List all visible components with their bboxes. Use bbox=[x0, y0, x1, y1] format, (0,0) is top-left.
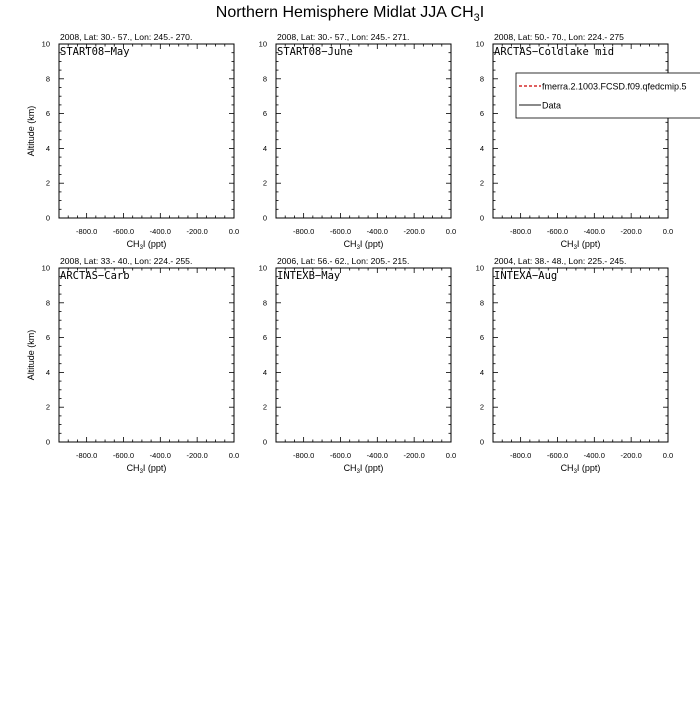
x-axis-label-subscript: 3 bbox=[573, 245, 577, 251]
x-tick-label: -800.0 bbox=[292, 451, 315, 460]
x-axis-label-part: I (ppt) bbox=[359, 239, 384, 249]
y-tick-label: 10 bbox=[258, 263, 267, 273]
chart-panel bbox=[259, 32, 457, 251]
y-tick-label: 8 bbox=[262, 74, 267, 84]
panel-label: START08−May bbox=[60, 46, 130, 58]
x-axis-label bbox=[344, 463, 384, 475]
y-axis-label: Altitude (km) bbox=[26, 329, 36, 381]
x-tick-label: -600.0 bbox=[329, 227, 352, 236]
panel-header: 2006, Lat: 56.- 62., Lon: 205.- 215. bbox=[277, 256, 410, 266]
y-tick-label: 6 bbox=[262, 109, 267, 119]
y-tick-label: 8 bbox=[45, 74, 50, 84]
y-tick-label: 6 bbox=[479, 109, 484, 119]
legend-box bbox=[516, 73, 700, 118]
x-tick-label: -200.0 bbox=[186, 451, 208, 460]
y-tick-label: 2 bbox=[262, 178, 267, 188]
y-tick-label: 0 bbox=[262, 437, 267, 447]
x-axis-label bbox=[561, 239, 601, 251]
x-tick-label: -200.0 bbox=[186, 227, 208, 236]
x-axis-label-part: CH bbox=[126, 239, 140, 249]
chart-panel bbox=[476, 256, 674, 475]
x-tick-label: -800.0 bbox=[292, 227, 315, 236]
chart-panel bbox=[26, 256, 239, 475]
x-axis-label-part: I (ppt) bbox=[576, 463, 601, 473]
x-tick-label: -400.0 bbox=[149, 227, 171, 236]
panel-header: 2004, Lat: 38.- 48., Lon: 225.- 245. bbox=[494, 256, 627, 266]
x-tick-label: 0.0 bbox=[445, 451, 457, 460]
x-axis-label bbox=[561, 463, 601, 475]
panel-header: 2008, Lat: 50.- 70., Lon: 224.- 275 bbox=[494, 32, 624, 42]
chart-panel bbox=[26, 32, 239, 251]
legend-entry-label: fmerra.2.1003.FCSD.f09.qfedcmip.5 bbox=[542, 81, 687, 92]
plot-frame bbox=[59, 268, 234, 442]
x-axis-label-part: CH bbox=[560, 463, 574, 473]
y-tick-label: 2 bbox=[479, 402, 484, 412]
x-tick-label: -400.0 bbox=[366, 451, 388, 460]
y-tick-label: 8 bbox=[45, 298, 50, 308]
y-tick-label: 4 bbox=[479, 367, 484, 377]
x-tick-label: -200.0 bbox=[620, 451, 642, 460]
panel-label: START08−June bbox=[277, 46, 353, 58]
x-tick-label: 0.0 bbox=[228, 451, 240, 460]
y-tick-label: 6 bbox=[45, 333, 50, 343]
y-tick-label: 4 bbox=[262, 367, 267, 377]
y-tick-label: 0 bbox=[479, 213, 484, 223]
y-tick-label: 10 bbox=[41, 39, 50, 49]
x-axis-label-part: I (ppt) bbox=[576, 239, 601, 249]
figure-title bbox=[0, 4, 700, 24]
x-axis-label-subscript: 3 bbox=[356, 245, 360, 251]
x-tick-label: -400.0 bbox=[583, 451, 605, 460]
panel-label: INTEXA−Aug bbox=[494, 270, 558, 282]
x-tick-label: -600.0 bbox=[112, 227, 135, 236]
x-tick-label: -200.0 bbox=[403, 451, 425, 460]
y-tick-label: 0 bbox=[45, 437, 50, 447]
y-axis-label: Altitude (km) bbox=[26, 105, 36, 157]
panel-label: ARCTAS−Coldlake mid bbox=[494, 46, 615, 58]
x-tick-label: -800.0 bbox=[75, 227, 98, 236]
y-tick-label: 0 bbox=[45, 213, 50, 223]
y-tick-label: 2 bbox=[479, 178, 484, 188]
y-tick-label: 10 bbox=[41, 263, 50, 273]
y-tick-label: 2 bbox=[45, 178, 50, 188]
y-tick-label: 6 bbox=[45, 109, 50, 119]
x-tick-label: -200.0 bbox=[403, 227, 425, 236]
y-tick-label: 2 bbox=[45, 402, 50, 412]
y-tick-label: 4 bbox=[479, 143, 484, 153]
x-axis-label-part: I (ppt) bbox=[142, 463, 167, 473]
x-axis-label-part: CH bbox=[126, 463, 140, 473]
x-axis-label-part: CH bbox=[343, 239, 357, 249]
y-tick-label: 2 bbox=[262, 402, 267, 412]
y-tick-label: 8 bbox=[262, 298, 267, 308]
legend-entry-label: Data bbox=[542, 100, 562, 111]
figure-title-main: Northern Hemisphere Midlat JJA CH bbox=[215, 4, 474, 21]
x-tick-label: -400.0 bbox=[366, 227, 388, 236]
figure-title-subscript: 3 bbox=[473, 12, 480, 25]
x-tick-label: -800.0 bbox=[75, 451, 98, 460]
x-axis-label-subscript: 3 bbox=[356, 469, 360, 475]
x-axis-label-part: I (ppt) bbox=[359, 463, 384, 473]
y-tick-label: 10 bbox=[258, 39, 267, 49]
x-tick-label: 0.0 bbox=[445, 227, 457, 236]
y-tick-label: 0 bbox=[262, 213, 267, 223]
plot-frame bbox=[493, 44, 668, 218]
x-tick-label: 0.0 bbox=[662, 451, 674, 460]
y-tick-label: 8 bbox=[479, 74, 484, 84]
x-tick-label: -600.0 bbox=[546, 451, 569, 460]
x-axis-label-subscript: 3 bbox=[573, 469, 577, 475]
y-tick-label: 10 bbox=[475, 263, 484, 273]
plot-frame bbox=[276, 268, 451, 442]
y-tick-label: 4 bbox=[45, 143, 50, 153]
x-tick-label: -600.0 bbox=[112, 451, 135, 460]
plot-frame bbox=[493, 268, 668, 442]
y-tick-label: 10 bbox=[475, 39, 484, 49]
panel-header: 2008, Lat: 30.- 57., Lon: 245.- 270. bbox=[60, 32, 193, 42]
x-axis-label-part: I (ppt) bbox=[142, 239, 167, 249]
x-tick-label: -400.0 bbox=[583, 227, 605, 236]
panel-label: INTEXB−May bbox=[277, 270, 341, 282]
x-tick-label: 0.0 bbox=[228, 227, 240, 236]
x-tick-label: 0.0 bbox=[662, 227, 674, 236]
panel-header: 2008, Lat: 33.- 40., Lon: 224.- 255. bbox=[60, 256, 193, 266]
x-axis-label bbox=[127, 239, 167, 251]
figure-title-tail: I bbox=[479, 4, 485, 21]
x-tick-label: -600.0 bbox=[546, 227, 569, 236]
y-tick-label: 4 bbox=[45, 367, 50, 377]
x-axis-label-subscript: 3 bbox=[139, 469, 143, 475]
y-tick-label: 6 bbox=[262, 333, 267, 343]
x-axis-label bbox=[127, 463, 167, 475]
legend bbox=[516, 73, 700, 118]
x-tick-label: -200.0 bbox=[620, 227, 642, 236]
x-tick-label: -800.0 bbox=[509, 451, 532, 460]
x-axis-label-subscript: 3 bbox=[139, 245, 143, 251]
chart-panel bbox=[476, 32, 700, 251]
y-tick-label: 0 bbox=[479, 437, 484, 447]
chart-panel bbox=[259, 256, 457, 475]
x-axis-label-part: CH bbox=[560, 239, 574, 249]
x-axis-label-part: CH bbox=[343, 463, 357, 473]
y-tick-label: 6 bbox=[479, 333, 484, 343]
x-tick-label: -400.0 bbox=[149, 451, 171, 460]
plot-frame bbox=[276, 44, 451, 218]
y-tick-label: 8 bbox=[479, 298, 484, 308]
x-tick-label: -600.0 bbox=[329, 451, 352, 460]
plot-frame bbox=[59, 44, 234, 218]
panel-header: 2008, Lat: 30.- 57., Lon: 245.- 271. bbox=[277, 32, 410, 42]
y-tick-label: 4 bbox=[262, 143, 267, 153]
x-tick-label: -800.0 bbox=[509, 227, 532, 236]
x-axis-label bbox=[344, 239, 384, 251]
panel-label: ARCTAS−Carb bbox=[60, 270, 130, 282]
